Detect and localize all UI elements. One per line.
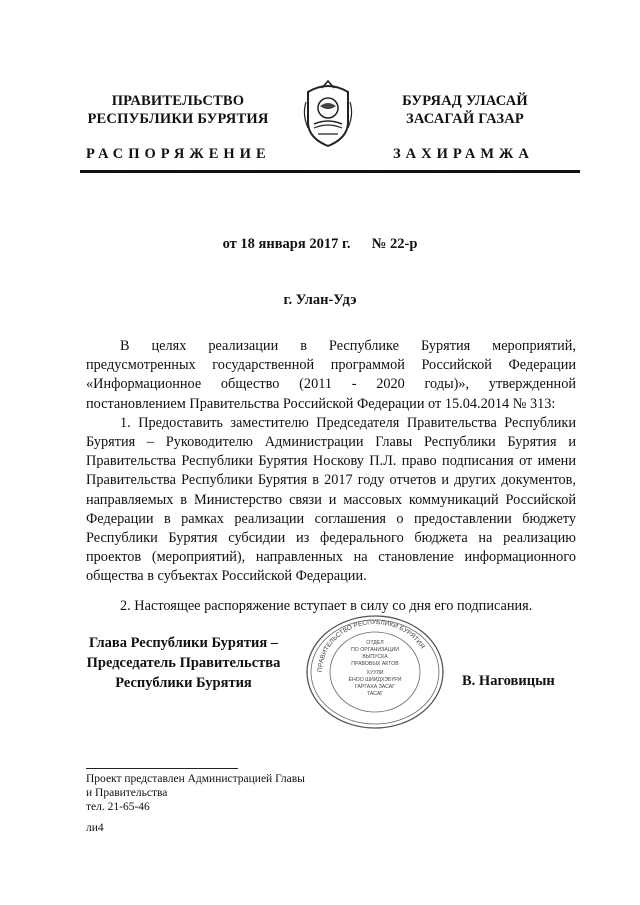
footer-note-line1: Проект представлен Администрацией Главы [86,773,305,785]
signatory-title-line3: Республики Бурятия [115,675,252,691]
body-paragraph-2: 2. Настоящее распоряжение вступает в силу со дня его подписания. [120,597,533,614]
seal-ring-text: ПРАВИТЕЛЬСТВО РЕСПУБЛИКИ БУРЯТИЯ [316,618,426,673]
document-date-line [0,236,640,253]
body-paragraph-intro: В целях реализации в Республике Бурятия мероприятий, предусмотренных государственной программой Российской Федерации «Информационное общество (2011 - 2020 годы)», утвержденной постановлением Правительства Российской Федерации от 15.04.2014 № 313: [86,338,576,412]
header-right-line2: ЗАСАГАЙ ГАЗАР [406,111,524,127]
order-title-russian: РАСПОРЯЖЕНИЕ [86,146,271,162]
header-right-line1: БУРЯАД УЛАСАЙ [402,93,528,109]
document-body [86,337,576,616]
header-left-line2: РЕСПУБЛИКИ БУРЯТИЯ [87,111,269,127]
seal-center-line8: ТАСАГ [366,691,384,697]
header-dotted-line [88,174,578,178]
footer-note-line2: и Правительства [86,787,168,799]
document-city: г. Улан-Удэ [283,292,357,308]
seal-center-line2: ПО ОРГАНИЗАЦИИ [351,647,399,653]
footer-reference: ли4 [86,822,104,834]
footer-note-phone: тел. 21-65-46 [86,801,150,813]
header-left-line1: ПРАВИТЕЛЬСТВО [111,93,245,109]
signatory-title-line2: Председатель Правительства [86,655,281,671]
seal-center-line7: ГАРГАХА ЗАСАГ [354,684,396,690]
footer-note [86,772,305,814]
seal-center-line4: ПРАВОВЫХ АКТОВ [351,661,399,667]
signatory-title-line1: Глава Республики Бурятия – [88,635,279,651]
header-divider [80,170,580,173]
coat-of-arms-emblem [300,78,356,150]
official-seal-stamp [300,612,450,732]
document-number: № 22-р [371,236,418,252]
signatory-name: В. Наговицын [462,673,555,689]
seal-center-line5: ХУУЛИ [366,670,384,676]
seal-center-line1: ОТДЕЛ [366,640,384,646]
document-date: от 18 января 2017 г. [222,236,351,252]
seal-center-line3: ВЫПУСКА [362,654,388,660]
signatory-title [86,633,281,693]
seal-center-line6: ЁНОО ШИИДХЭБҮРИ [348,677,402,683]
footer-divider [86,768,238,769]
header-right [365,92,565,128]
body-paragraph-1: 1. Предоставить заместителю Председателя Правительства Республики Бурятия – Руководителю Администрации Главы Республики Бурятия и Правительства Республики Бурятия Носкову П.Л. право подписания от имени Правительства Республики Бурятия в 2017 году отчетов и других документов, направляемых в Министерство связи и массовых коммуникаций Российской Федерации в рамках реализации соглашения о предоставлении бюджету Республики Бурятия субсидии из федерального бюджета на реализацию проектов (мероприятий), направленных на становление информационного общества в субъектах Российской Федерации. [86,414,576,585]
order-title-buryat: ЗАХИРАМЖА [393,146,534,162]
header-left [78,92,278,128]
